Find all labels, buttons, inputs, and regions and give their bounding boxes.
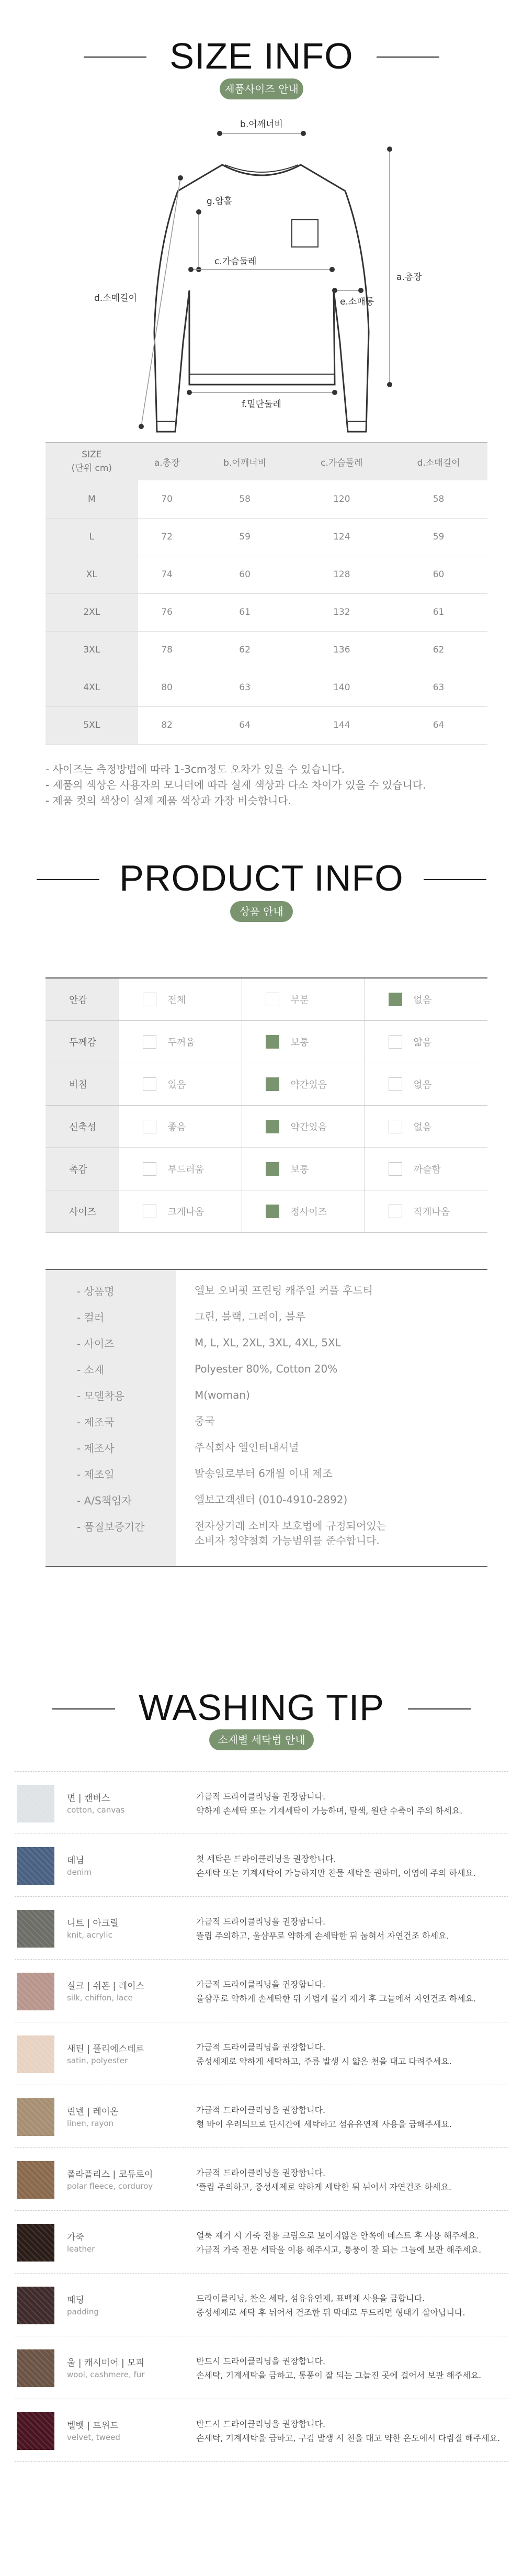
table-row xyxy=(46,1190,487,1232)
attr-option: 좋음 xyxy=(119,1105,242,1148)
material-english-name: knit, acrylic xyxy=(67,1930,112,1940)
denim-swatch xyxy=(17,1847,54,1885)
list-item xyxy=(15,2336,508,2399)
material-english-name: padding xyxy=(67,2307,99,2316)
washing-instruction: 얼룩 제거 시 가죽 전용 크림으로 보이지않은 안쪽에 테스트 후 사용 해주세요. 가급적 가죽 전문 세탁을 이용 해주시고, 통풍이 잘 되는 그늘에 보관 해주세요. xyxy=(196,2231,482,2255)
size-title-line-right xyxy=(377,57,439,58)
checkbox-checked-icon xyxy=(266,1162,279,1176)
checkbox-checked-icon xyxy=(266,1035,279,1049)
material-english-name: satin, polyester xyxy=(67,2056,128,2065)
washing-instruction: 가급적 드라이클리닝을 권장합니다. '뜰림 주의하고, 중성세제로 약하게 세탁한 뒤 뉘어서 자연건조 하세요. xyxy=(196,2168,452,2192)
table-row: 5XL 82 64 144 64 xyxy=(46,706,487,744)
material-english-name: wool, cashmere, fur xyxy=(67,2370,145,2379)
size-info-badge: 제품사이즈 안내 xyxy=(220,78,303,99)
attr-option: 작게나옴 xyxy=(365,1190,487,1232)
attr-label: 사이즈 xyxy=(46,1190,119,1232)
washing-instruction: 가급적 드라이클리닝을 권장합니다. 뜰림 주의하고, 울샴푸로 약하게 손세탁한 뒤 눕혀서 자연건조 하세요. xyxy=(196,1917,449,1941)
material-english-name: polar fleece, corduroy xyxy=(67,2181,153,2191)
checkbox-checked-icon xyxy=(389,993,402,1006)
washing-instruction: 가급적 드라이클리닝을 권장합니다. 중성세제로 약하게 세탁하고, 주름 발생 시 얇은 천을 대고 다려주세요. xyxy=(196,2042,452,2066)
material-name: 니트 | 아크릴 xyxy=(67,1918,119,1929)
wool-swatch xyxy=(17,2349,54,2387)
checkbox-icon xyxy=(389,1035,402,1049)
attr-option: 두꺼움 xyxy=(119,1020,242,1063)
attr-label: 두께감 xyxy=(46,1020,119,1063)
label-total-length: a.총장 xyxy=(396,272,422,283)
checkbox-icon xyxy=(389,1077,402,1091)
washing-title-line-right xyxy=(408,1708,471,1709)
checkbox-icon xyxy=(143,1205,156,1218)
size-note: - 제품의 색상은 사용자의 모니터에 따라 실제 색상과 다소 차이가 있을 수 있습니다. xyxy=(46,779,426,791)
garment-size-diagram xyxy=(0,113,523,437)
list-item xyxy=(15,2274,508,2336)
list-item xyxy=(15,2085,508,2148)
size-header-c: c.가슴둘레 xyxy=(294,443,390,480)
washing-instruction: 반드시 드라이클리닝을 권장합니다. 손세탁, 기계세탁을 금하고, 통풍이 잘 되는 그늘진 곳에 걸어서 보관 해주세요. xyxy=(196,2356,482,2380)
material-english-name: silk, chiffon, lace xyxy=(67,1993,133,2003)
washing-instruction: 가급적 드라이클리닝을 권장합니다. 약하게 손세탁 또는 기계세탁이 가능하며, 탈색, 원단 수축이 주의 하세요. xyxy=(196,1792,463,1816)
material-name: 면 | 캔버스 xyxy=(67,1793,110,1804)
product-attributes-table xyxy=(46,977,487,1233)
product-spec-list: - 상품명 엘보 오버핏 프린팅 캐주얼 커플 후드티 - 컬러 그린, 블랙, 그레이, 블루 - 사이즈 M, L, XL, 2XL, 3XL, 4XL, 5XL - 소재 Polyester 80%, Cotton 20% - 모델착용 M(woman) - 제조국 중국 - 제조사 주식회사 엘인터내셔널 - 제조일 발송일로부터 6개월 이내 제조 - A/S책임자 엘보고객센터 (010-4910-2892) - 품질보증기간 전자상거래 소비자 보호법에 규정되어있는 소비자 청약철회 가능범위를 준수합니다. xyxy=(46,1269,487,1567)
material-name: 새틴 | 폴리에스테르 xyxy=(67,2044,144,2054)
attr-option: 없음 xyxy=(365,1105,487,1148)
checkbox-icon xyxy=(143,1035,156,1049)
size-table-header xyxy=(46,443,487,480)
material-name: 실크 | 쉬폰 | 레이스 xyxy=(67,1981,145,1992)
attr-option: 있음 xyxy=(119,1063,242,1105)
attr-option: 약간있음 xyxy=(242,1105,365,1148)
material-english-name: linen, rayon xyxy=(67,2119,114,2128)
washing-tip-title: WASHING TIP xyxy=(139,1687,384,1728)
list-item xyxy=(15,1834,508,1897)
knit-swatch xyxy=(17,1910,54,1948)
washing-instruction: 드라이클리닝, 찬은 세탁, 섬유유연제, 표백제 사용을 금합니다. 중성세제로 세탁 후 뉘어서 건조한 뒤 막대로 두드리면 형태가 살아납니다. xyxy=(196,2293,465,2318)
size-note: - 사이즈는 측정방법에 따라 1-3cm정도 오차가 있을 수 있습니다. xyxy=(46,763,345,775)
list-item xyxy=(15,2399,508,2462)
product-info-badge: 상품 안내 xyxy=(230,901,293,922)
list-item xyxy=(15,1960,508,2022)
list-item xyxy=(15,1897,508,1960)
table-row xyxy=(46,1020,487,1063)
material-english-name: velvet, tweed xyxy=(67,2433,120,2442)
label-chest: c.가슴둘레 xyxy=(214,256,257,267)
washing-instruction: 반드시 드라이클리닝을 권장합니다. 손세탁, 기계세탁을 금하고, 구김 발생 시 천을 대고 약한 온도에서 다림질 해주세요. xyxy=(196,2419,501,2443)
size-table xyxy=(46,442,487,745)
attr-option: 없음 xyxy=(365,1063,487,1105)
size-header-d: d.소매길이 xyxy=(390,443,487,480)
material-name: 벨벳 | 트위드 xyxy=(67,2421,119,2431)
washing-instruction: 가급적 드라이클리닝을 권장합니다. 울샴푸로 약하게 손세탁한 뒤 가볍게 물기 제거 후 그늘에서 자연건조 하세요. xyxy=(196,1979,476,2004)
linen-swatch xyxy=(17,2098,54,2136)
size-header-size: SIZE (단위 cm) xyxy=(46,443,138,480)
satin-swatch xyxy=(17,2035,54,2073)
attr-option: 약간있음 xyxy=(242,1063,365,1105)
table-row xyxy=(46,978,487,1020)
material-name: 울 | 캐시미어 | 모피 xyxy=(67,2358,145,2368)
product-info-title: PRODUCT INFO xyxy=(119,858,404,898)
table-row: 4XL 80 63 140 63 xyxy=(46,669,487,706)
material-name: 가죽 xyxy=(67,2232,84,2243)
label-armhole: g.암홀 xyxy=(207,196,233,207)
size-info-title: SIZE INFO xyxy=(169,36,354,76)
product-title-line-right xyxy=(424,879,486,880)
checkbox-icon xyxy=(143,1162,156,1176)
list-item xyxy=(15,1771,508,1834)
size-note: - 제품 컷의 색상이 실제 제품 색상과 가장 비슷합니다. xyxy=(46,794,292,807)
cotton-swatch xyxy=(17,1785,54,1823)
washing-instruction: 첫 세탁은 드라이클리닝을 권장합니다. 손세탁 또는 기계세탁이 가능하지만 찬물 세탁을 권하며, 이염에 주의 하세요. xyxy=(196,1854,476,1878)
checkbox-icon xyxy=(389,1205,402,1218)
checkbox-checked-icon xyxy=(266,1205,279,1218)
velvet-swatch xyxy=(17,2412,54,2450)
attr-option: 정사이즈 xyxy=(242,1190,365,1232)
attr-label: 비침 xyxy=(46,1063,119,1105)
checkbox-icon xyxy=(266,993,279,1006)
table-row: L 72 59 124 59 xyxy=(46,518,487,556)
attr-option: 크게나옴 xyxy=(119,1190,242,1232)
attr-option: 보통 xyxy=(242,1020,365,1063)
list-item xyxy=(15,2211,508,2274)
material-name: 데님 xyxy=(67,1855,84,1866)
table-row xyxy=(46,1063,487,1105)
material-english-name: leather xyxy=(67,2244,95,2254)
silk-swatch xyxy=(17,1973,54,2010)
material-name: 린넨 | 레이온 xyxy=(67,2107,119,2117)
checkbox-icon xyxy=(389,1162,402,1176)
padding-swatch xyxy=(17,2287,54,2324)
material-name: 패딩 xyxy=(67,2295,84,2305)
label-hem: f.밑단둘레 xyxy=(242,399,281,410)
checkbox-icon xyxy=(389,1120,402,1133)
table-row xyxy=(46,1105,487,1148)
attr-option: 전체 xyxy=(119,978,242,1020)
attr-option: 부드러움 xyxy=(119,1148,242,1190)
size-header-b: b.어깨너비 xyxy=(196,443,294,480)
material-english-name: cotton, canvas xyxy=(67,1805,125,1815)
label-shoulder: b.어깨너비 xyxy=(240,119,283,130)
checkbox-icon xyxy=(143,1120,156,1133)
size-header-a: a.총장 xyxy=(138,443,196,480)
label-sleeve-width: e.소매통 xyxy=(340,297,374,307)
checkbox-checked-icon xyxy=(266,1120,279,1133)
attr-option: 없음 xyxy=(365,978,487,1020)
attr-option: 보통 xyxy=(242,1148,365,1190)
table-row: M 70 58 120 58 xyxy=(46,480,487,518)
attr-option: 얇음 xyxy=(365,1020,487,1063)
washing-instruction: 가급적 드라이클리닝을 권장합니다. 형 바이 우려되므로 단시간에 세탁하고 섬유유연제 사용을 금해주세요. xyxy=(196,2105,452,2129)
attr-option: 부분 xyxy=(242,978,365,1020)
table-row: 2XL 76 61 132 61 xyxy=(46,593,487,631)
attr-label: 신축성 xyxy=(46,1105,119,1148)
size-notes xyxy=(46,761,426,808)
table-row xyxy=(46,1148,487,1190)
checkbox-icon xyxy=(143,993,156,1006)
leather-swatch xyxy=(17,2224,54,2262)
fleece-swatch xyxy=(17,2161,54,2199)
table-row: XL 74 60 128 60 xyxy=(46,556,487,593)
label-sleeve-length: d.소매길이 xyxy=(94,293,137,303)
pocket-shape xyxy=(292,220,318,247)
material-english-name: denim xyxy=(67,1868,92,1877)
material-name: 폴라플리스 | 코듀로이 xyxy=(67,2169,153,2180)
checkbox-checked-icon xyxy=(266,1077,279,1091)
attr-label: 안감 xyxy=(46,978,119,1020)
list-item xyxy=(15,2148,508,2211)
washing-tip-badge: 소재별 세탁법 안내 xyxy=(209,1729,314,1750)
attr-label: 촉감 xyxy=(46,1148,119,1190)
checkbox-icon xyxy=(143,1077,156,1091)
attr-option: 까슬함 xyxy=(365,1148,487,1190)
table-row: 3XL 78 62 136 62 xyxy=(46,631,487,669)
list-item xyxy=(15,2022,508,2085)
